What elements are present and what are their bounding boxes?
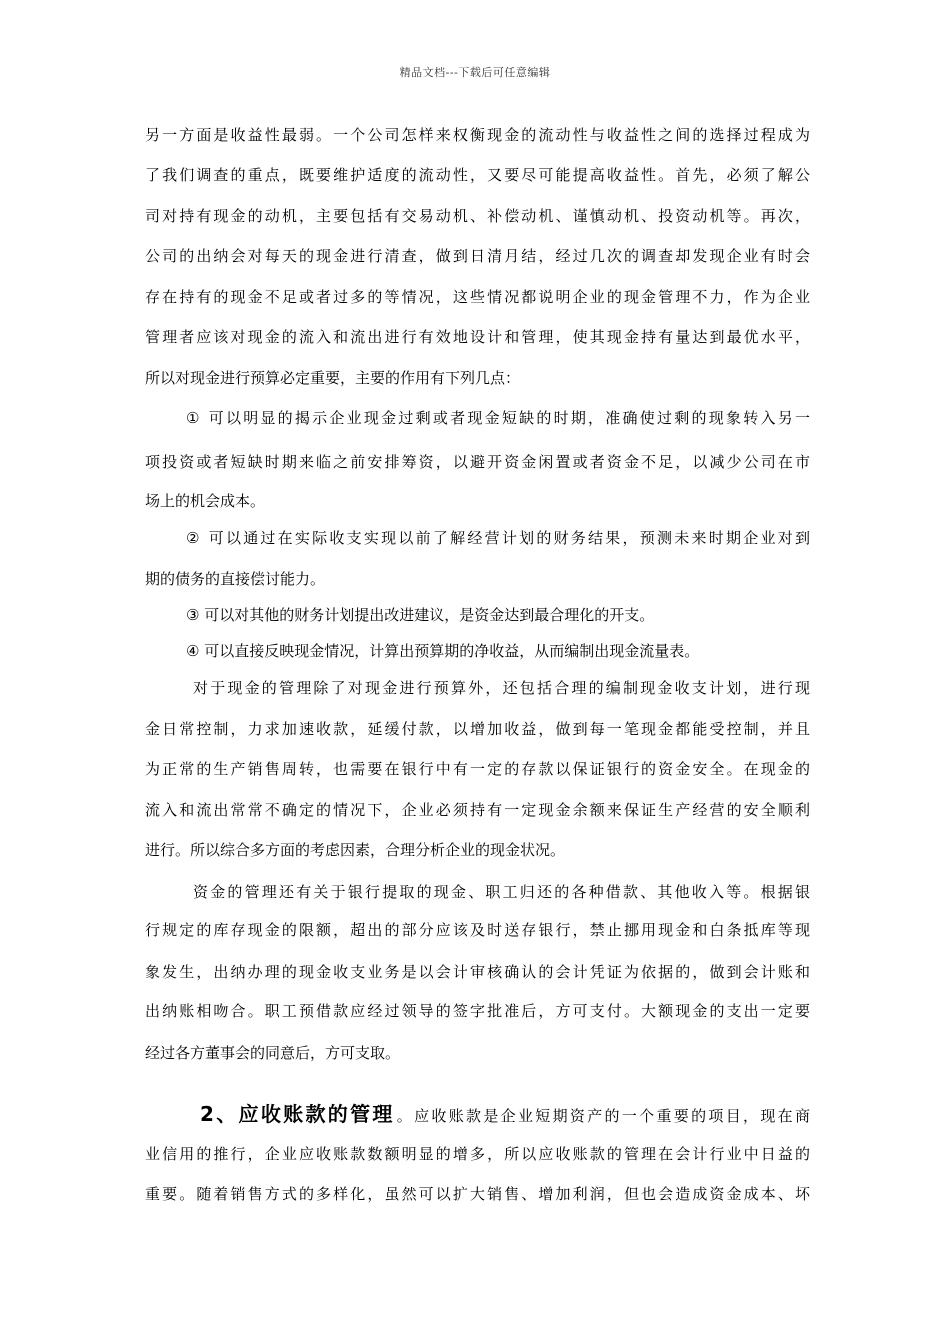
list-item-line: 期的债务的直接偿讨能力。 bbox=[145, 570, 326, 588]
section-text: 。应收账款是企业短期资产的一个重要的项目，现在商 bbox=[396, 1107, 810, 1125]
page-header: 精品文档---下载后可任意编辑 bbox=[399, 66, 551, 79]
paragraph-line: 经过各方董事会的同意后，方可支取。 bbox=[145, 1044, 401, 1062]
list-item-line: ④ 可以直接反映现金情况，计算出预算期的净收益，从而编制出现金流量表。 bbox=[186, 642, 700, 660]
paragraph-line: 重要。随着销售方式的多样化，虽然可以扩大销售、增加利润，但也会造成资金成本、坏 bbox=[145, 1185, 810, 1203]
paragraph-line: 为正常的生产销售周转，也需要在银行中有一定的存款以保证银行的资金安全。在现金的 bbox=[145, 760, 810, 778]
paragraph-line: 出纳账相吻合。职工预借款应经过领导的签字批准后，方可支付。大额现金的支出一定要 bbox=[145, 1002, 810, 1020]
section-heading-line bbox=[200, 1099, 810, 1129]
list-item-line: ② 可以通过在实际收支实现以前了解经营计划的财务结果，预测未来时期企业对到 bbox=[186, 529, 810, 547]
paragraph-line: 对于现金的管理除了对现金进行预算外，还包括合理的编制现金收支计划，进行现 bbox=[193, 679, 810, 697]
list-item-line: 项投资或者短缺时期来临之前安排筹资，以避开资金闲置或者资金不足，以减少公司在市 bbox=[145, 453, 810, 471]
paragraph-line: 司对持有现金的动机，主要包括有交易动机、补偿动机、谨慎动机、投资动机等。再次， bbox=[145, 207, 810, 225]
paragraph-line: 资金的管理还有关于银行提取的现金、职工归还的各种借款、其他收入等。根据银 bbox=[193, 883, 810, 901]
paragraph-line: 金日常控制，力求加速收款，延缓付款，以增加收益，做到每一笔现金都能受控制，并且 bbox=[145, 720, 810, 738]
paragraph-line: 存在持有的现金不足或者过多的等情况，这些情况都说明企业的现金管理不力，作为企业 bbox=[145, 288, 810, 306]
paragraph-line: 另一方面是收益性最弱。一个公司怎样来权衡现金的流动性与收益性之间的选择过程成为 bbox=[145, 126, 810, 144]
list-item-line: ③ 可以对其他的财务计划提出改进建议，是资金达到最合理化的开支。 bbox=[186, 606, 655, 624]
paragraph-line: 管理者应该对现金的流入和流出进行有效地设计和管理，使其现金持有量达到最优水平， bbox=[145, 328, 810, 346]
paragraph-line: 行规定的库存现金的限额，超出的部分应该及时送存银行，禁止挪用现金和白条抵库等现 bbox=[145, 921, 810, 939]
paragraph-line: 进行。所以综合多方面的考虑因素，合理分析企业的现金状况。 bbox=[145, 841, 566, 859]
list-item-line: ① 可以明显的揭示企业现金过剩或者现金短缺的时期，准确使过剩的现象转入另一 bbox=[186, 409, 810, 427]
paragraph-line: 流入和流出常常不确定的情况下，企业必须持有一定现金余额来保证生产经营的安全顺利 bbox=[145, 801, 810, 819]
paragraph-line: 所以对现金进行预算必定重要，主要的作用有下列几点： bbox=[145, 369, 521, 387]
paragraph-line: 公司的出纳会对每天的现金进行清查，做到日清月结，经过几次的调查却发现企业有时会 bbox=[145, 247, 810, 265]
list-item-line: 场上的机会成本。 bbox=[145, 492, 266, 510]
section-heading: 2、应收账款的管理 bbox=[200, 1102, 395, 1126]
paragraph-line: 象发生，出纳办理的现金收支业务是以会计审核确认的会计凭证为依据的，做到会计账和 bbox=[145, 963, 810, 981]
paragraph-line: 业信用的推行，企业应收账款数额明显的增多，所以应收账款的管理在会计行业中日益的 bbox=[145, 1145, 810, 1163]
paragraph-line: 了我们调查的重点，既要维护适度的流动性，又要尽可能提高收益性。首先，必须了解公 bbox=[145, 166, 810, 184]
